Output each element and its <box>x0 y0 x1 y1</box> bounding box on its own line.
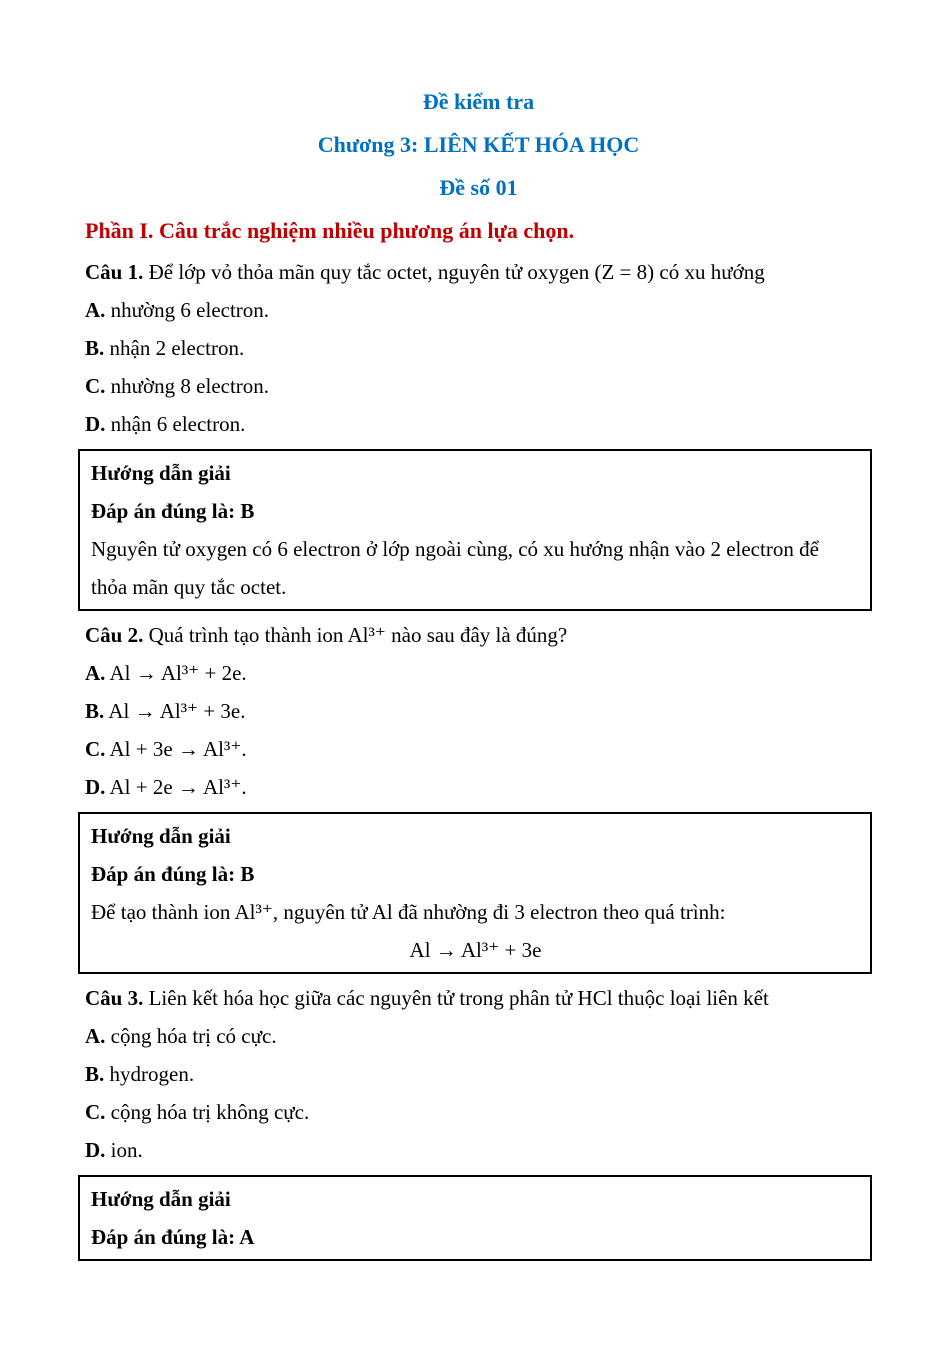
exam-number: Đề số 01 <box>439 175 518 200</box>
part-heading: Phần I. Câu trắc nghiệm nhiều phương án lựa chọn. <box>85 218 575 243</box>
option-label: B. <box>85 699 105 723</box>
solution-body: Để tạo thành ion Al³⁺, nguyên tử Al đã nhường đi 3 electron theo quá trình: <box>91 900 726 924</box>
option-label: B. <box>85 336 105 360</box>
solution-equation: Al → Al³⁺ + 3e <box>409 938 542 962</box>
option-label: A. <box>85 661 106 685</box>
solution-box-3 <box>78 1175 872 1261</box>
option-text: nhận 2 electron. <box>109 336 245 360</box>
option-label: D. <box>85 412 106 436</box>
option-text: cộng hóa trị không cực. <box>110 1100 310 1124</box>
question-3-option-a <box>85 1017 872 1055</box>
option-text: Al → Al³⁺ + 3e. <box>108 699 246 723</box>
solution-box-2 <box>78 812 872 974</box>
option-label: B. <box>85 1062 105 1086</box>
solution-answer-text: Đáp án đúng là: A <box>91 1225 255 1249</box>
question-2-option-a <box>85 654 872 692</box>
solution-box-1 <box>78 449 872 611</box>
question-3-option-c <box>85 1093 872 1131</box>
option-text: Al → Al³⁺ + 2e. <box>109 661 247 685</box>
option-text: hydrogen. <box>109 1062 195 1086</box>
question-1-option-a <box>85 291 872 329</box>
question-2-option-d <box>85 768 872 806</box>
option-text: nhường 8 electron. <box>110 374 270 398</box>
question-2-option-c <box>85 730 872 768</box>
solution-body: Nguyên tử oxygen có 6 electron ở lớp ngoài cùng, có xu hướng nhận vào 2 electron để thỏa mãn quy tắc octet. <box>91 537 819 599</box>
question-3-text: Liên kết hóa học giữa các nguyên tử trong phân tử HCl thuộc loại liên kết <box>148 986 769 1010</box>
solution-heading-text: Hướng dẫn giải <box>91 824 231 848</box>
question-3 <box>85 979 872 1017</box>
option-text: Al + 3e → Al³⁺. <box>109 737 247 761</box>
solution-heading-text: Hướng dẫn giải <box>91 461 231 485</box>
option-label: D. <box>85 1138 106 1162</box>
option-label: A. <box>85 298 106 322</box>
question-3-option-d <box>85 1131 872 1169</box>
solution-heading <box>91 1180 860 1218</box>
solution-heading <box>91 817 860 855</box>
solution-answer-text: Đáp án đúng là: B <box>91 499 255 523</box>
chapter-title: Chương 3: LIÊN KẾT HÓA HỌC <box>317 132 640 157</box>
option-text: ion. <box>110 1138 143 1162</box>
option-label: A. <box>85 1024 106 1048</box>
question-3-label: Câu 3. <box>85 986 144 1010</box>
option-label: C. <box>85 374 106 398</box>
option-text: cộng hóa trị có cực. <box>110 1024 277 1048</box>
option-label: C. <box>85 737 106 761</box>
option-text: Al + 2e → Al³⁺. <box>109 775 247 799</box>
solution-heading <box>91 454 860 492</box>
doc-title: Đề kiểm tra <box>422 89 535 114</box>
solution-answer-text: Đáp án đúng là: B <box>91 862 255 886</box>
question-2-text: Quá trình tạo thành ion Al³⁺ nào sau đây là đúng? <box>148 623 568 647</box>
question-1-text: Để lớp vỏ thỏa mãn quy tắc octet, nguyên tử oxygen (Z = 8) có xu hướng <box>148 260 765 284</box>
question-1-label: Câu 1. <box>85 260 144 284</box>
question-1-option-b <box>85 329 872 367</box>
question-1-option-c <box>85 367 872 405</box>
option-label: C. <box>85 1100 106 1124</box>
question-1-option-d <box>85 405 872 443</box>
question-2 <box>85 616 872 654</box>
question-2-label: Câu 2. <box>85 623 144 647</box>
solution-answer <box>91 492 860 530</box>
question-1 <box>85 253 872 291</box>
solution-heading-text: Hướng dẫn giải <box>91 1187 231 1211</box>
question-2-option-b <box>85 692 872 730</box>
solution-answer <box>91 855 860 893</box>
option-label: D. <box>85 775 106 799</box>
option-text: nhận 6 electron. <box>110 412 246 436</box>
question-3-option-b <box>85 1055 872 1093</box>
solution-answer <box>91 1218 860 1256</box>
option-text: nhường 6 electron. <box>110 298 270 322</box>
